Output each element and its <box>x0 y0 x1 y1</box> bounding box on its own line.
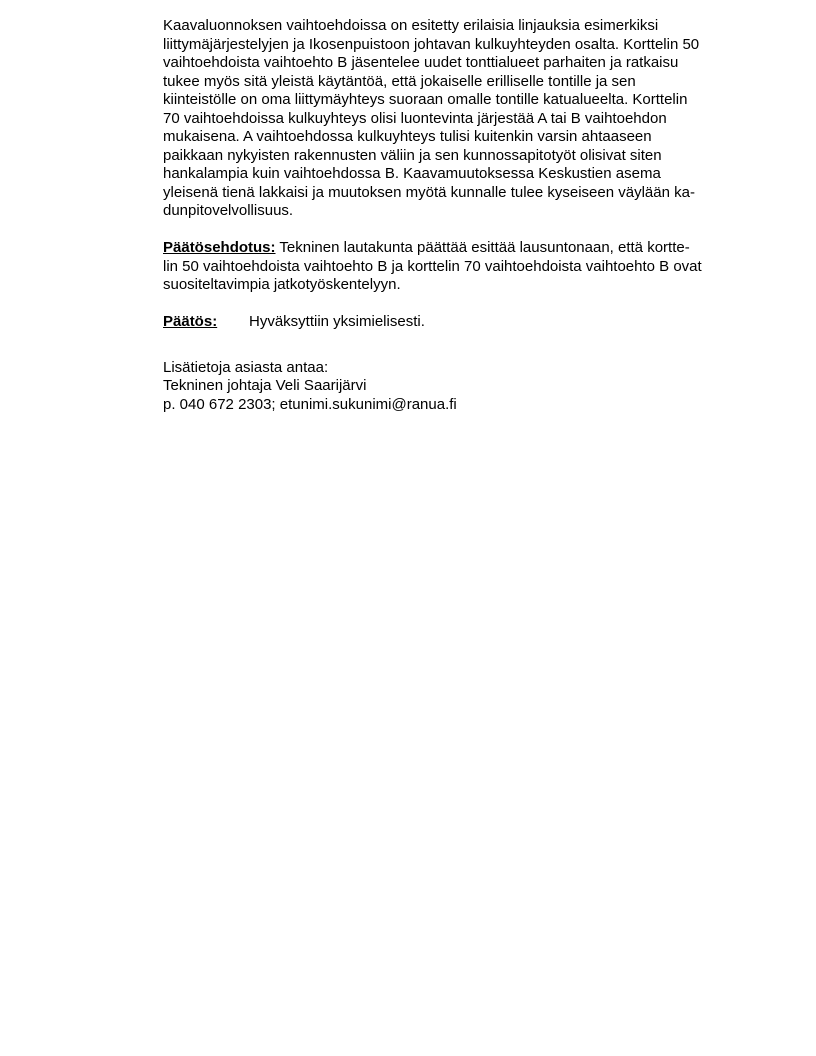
paragraph-spacer <box>163 332 753 359</box>
body-line: yleisenä tienä lakkaisi ja muutoksen myötä kunnalle tulee kyseiseen väylään ka- <box>163 183 695 201</box>
decision-text: Hyväksyttiin yksimielisesti. <box>249 313 425 330</box>
body-line: kiinteistölle on oma liittymäyhteys suoraan omalle tontille katualueelta. Korttelin <box>163 91 688 108</box>
body-line: vaihtoehdoista vaihtoehto B jäsentelee uudet tonttialueet parhaiten ja ratkaisu <box>163 54 679 71</box>
paragraph-spacer <box>163 295 753 314</box>
proposal-label: Päätösehdotus: <box>163 239 276 256</box>
contact-block <box>163 359 753 415</box>
contact-intro: Lisätietoja asiasta antaa: <box>163 358 329 376</box>
contact-details: p. 040 672 2303; etunimi.sukunimi@ranua.fi <box>163 395 457 413</box>
body-line: mukaisena. A vaihtoehdossa kulkuyhteys tulisi kuitenkin varsin ahtaaseen <box>163 128 652 145</box>
proposal-line: suositeltavimpia jatkotyöskentelyyn. <box>163 276 401 293</box>
body-line: paikkaan nykyisten rakennusten väliin ja sen kunnossapitotyöt olisivat siten <box>163 146 662 164</box>
contact-name: Tekninen johtaja Veli Saarijärvi <box>163 377 367 394</box>
paragraph-spacer <box>163 221 753 240</box>
decision-row <box>163 313 753 332</box>
body-line: liittymäjärjestelyjen ja Ikosenpuistoon johtavan kulkuyhteyden osalta. Korttelin 50 <box>163 35 700 53</box>
decision-paragraph <box>163 313 753 332</box>
decision-label: Päätös: <box>163 313 218 330</box>
body-line: tukee myös sitä yleistä käytäntöä, että jokaiselle erilliselle tontille ja sen <box>163 72 636 90</box>
body-line: dunpitovelvollisuus. <box>163 202 294 219</box>
body-line: Kaavaluonnoksen vaihtoehdoissa on esitetty erilaisia linjauksia esimerkiksi <box>163 17 659 34</box>
proposal-line: lin 50 vaihtoehdoista vaihtoehto B ja korttelin 70 vaihtoehdoista vaihtoehto B ovat <box>163 257 702 275</box>
proposal-paragraph <box>163 239 753 295</box>
document-page <box>163 17 753 414</box>
body-line: hankalampia kuin vaihtoehdossa B. Kaavamuutoksessa Keskustien asema <box>163 165 661 182</box>
proposal-text: Tekninen lautakunta päättää esittää lausuntonaan, että kortte- <box>275 239 690 256</box>
body-line: 70 vaihtoehdoissa kulkuyhteys olisi luontevinta järjestää A tai B vaihtoehdon <box>163 109 667 127</box>
body-paragraph <box>163 17 753 221</box>
proposal-first-line <box>163 239 753 258</box>
